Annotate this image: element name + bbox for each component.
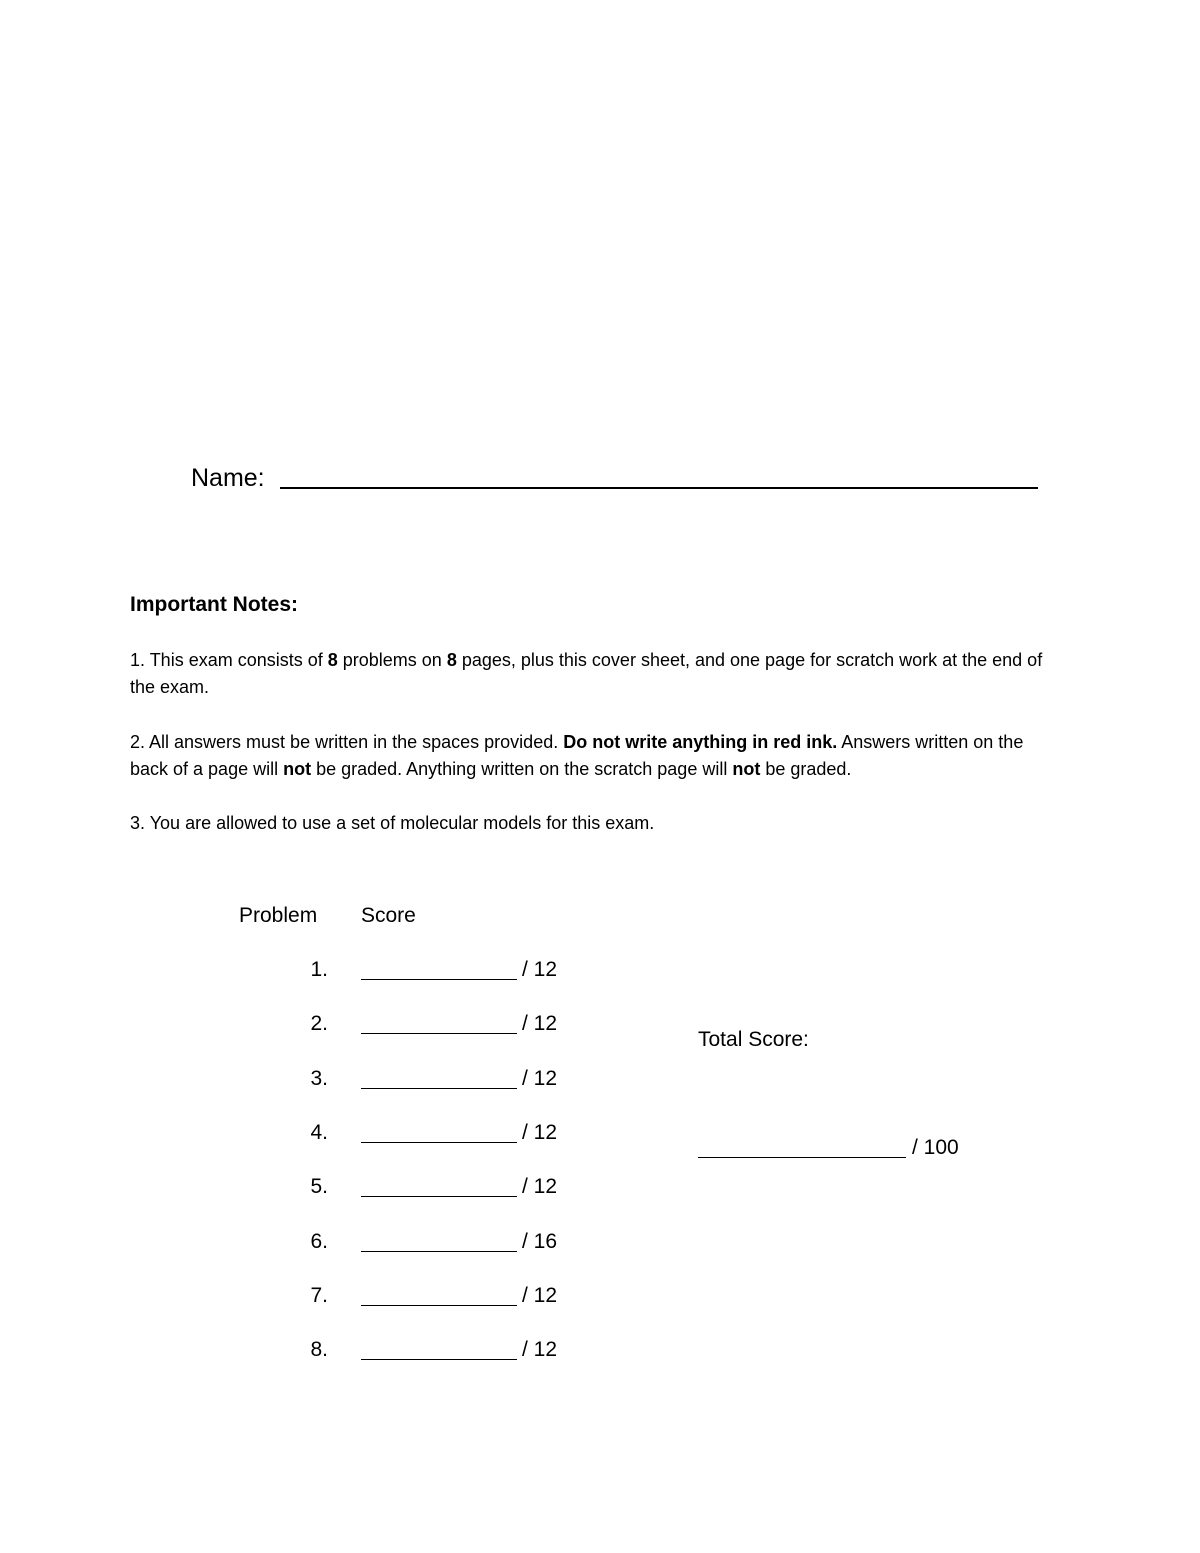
not-emphasis: not <box>732 759 761 779</box>
total-score-blank[interactable] <box>698 1133 906 1158</box>
problem-number: 8. <box>310 1338 328 1361</box>
problem-number: 1. <box>310 958 328 981</box>
total-score-row <box>698 1133 998 1163</box>
max-points: / 12 <box>522 1067 558 1090</box>
score-row <box>239 1172 659 1202</box>
max-points: / 12 <box>522 1284 558 1307</box>
name-field <box>191 462 1051 502</box>
score-blank[interactable] <box>361 955 517 980</box>
note-2: 2. All answers must be written in the spaces provided. Do not write anything in red ink. Answers written on the back of a page will not be graded. Anything written on the scratch page will not be graded. <box>130 732 1024 779</box>
total-score-label: Total Score: <box>698 1028 809 1051</box>
name-input-line[interactable] <box>280 487 1038 489</box>
important-notes-heading: Important Notes: <box>130 593 298 616</box>
max-points: / 12 <box>522 1175 558 1198</box>
problem-number: 3. <box>310 1067 328 1090</box>
name-label: Name: <box>191 464 265 492</box>
score-column-header: Score <box>361 904 416 927</box>
note-3: 3. You are allowed to use a set of molecular models for this exam. <box>130 813 655 833</box>
score-blank[interactable] <box>361 1172 517 1197</box>
pages-count: 8 <box>446 650 457 670</box>
score-row <box>239 1064 659 1094</box>
max-points: / 12 <box>522 1121 558 1144</box>
max-points: / 12 <box>522 1012 558 1035</box>
max-points: / 12 <box>522 958 558 981</box>
problem-number: 6. <box>310 1230 328 1253</box>
score-blank[interactable] <box>361 1009 517 1034</box>
total-max-points: / 100 <box>912 1136 959 1159</box>
problem-number: 5. <box>310 1175 328 1198</box>
score-row <box>239 1227 659 1257</box>
max-points: / 12 <box>522 1338 558 1361</box>
red-ink-warning: Do not write anything in red ink. <box>563 732 838 752</box>
score-row <box>239 1281 659 1311</box>
problem-column-header: Problem <box>239 904 318 927</box>
problem-number: 4. <box>310 1121 328 1144</box>
note-1: 1. This exam consists of 8 problems on 8 pages, plus this cover sheet, and one page for scratch work at the end of the exam. <box>130 650 1043 697</box>
score-blank[interactable] <box>361 1281 517 1306</box>
score-blank[interactable] <box>361 1118 517 1143</box>
max-points: / 16 <box>522 1230 558 1253</box>
score-row <box>239 1009 659 1039</box>
score-row <box>239 1118 659 1148</box>
not-emphasis: not <box>283 759 312 779</box>
score-row <box>239 1335 659 1365</box>
score-row <box>239 955 659 985</box>
score-blank[interactable] <box>361 1064 517 1089</box>
problem-number: 7. <box>310 1284 328 1307</box>
problem-number: 2. <box>310 1012 328 1035</box>
problems-count: 8 <box>327 650 338 670</box>
score-blank[interactable] <box>361 1335 517 1360</box>
score-blank[interactable] <box>361 1227 517 1252</box>
